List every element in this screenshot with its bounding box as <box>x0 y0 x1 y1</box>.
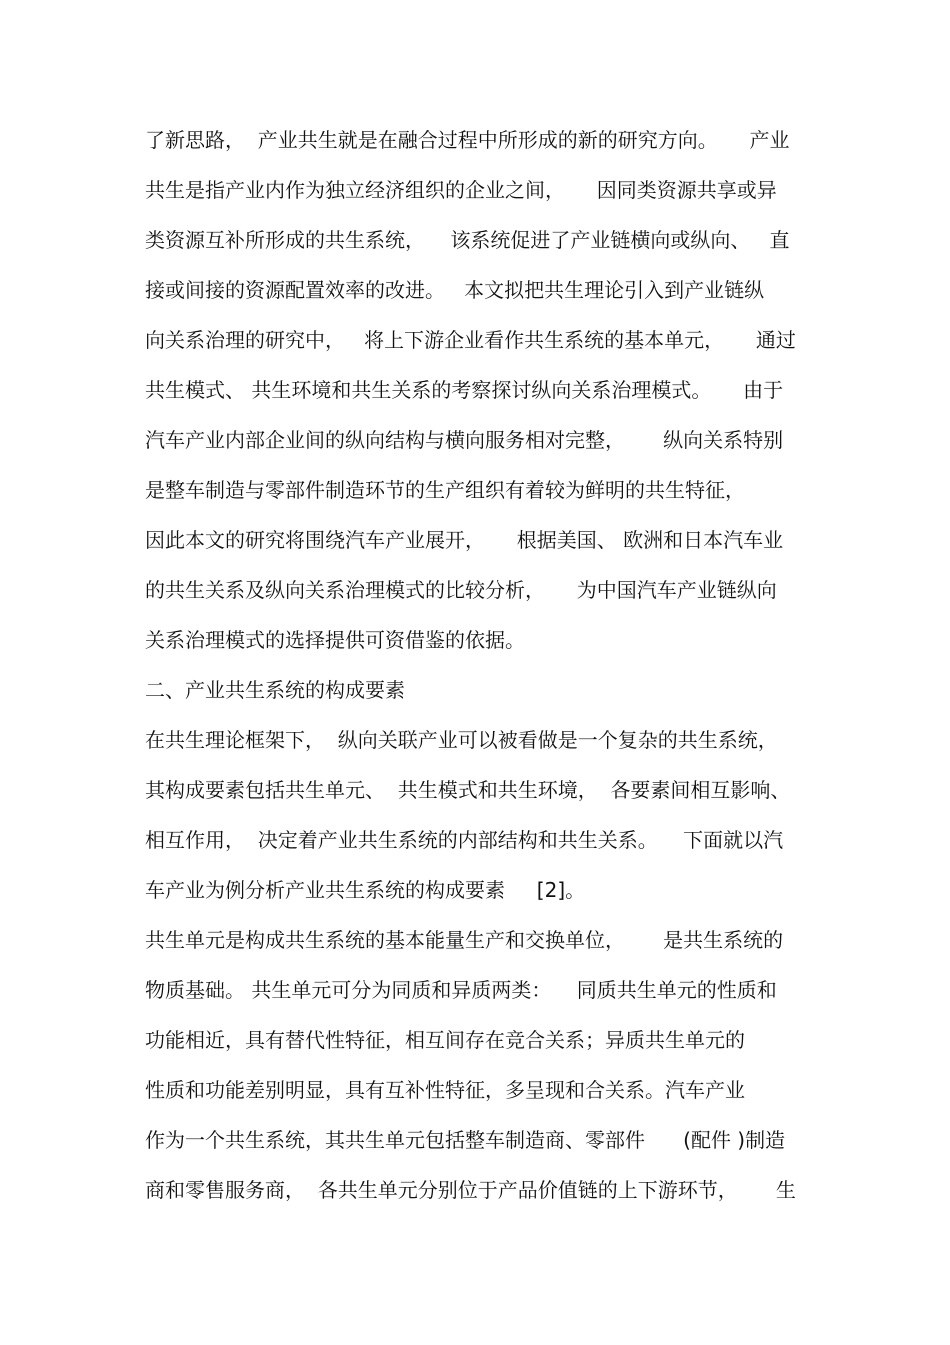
text-line: 物质基础。 共生单元可分为同质和异质两类： 同质共生单元的性质和 <box>145 978 777 1002</box>
text-line: 共生模式、 共生环境和共生关系的考察探讨纵向关系治理模式。 由于 <box>145 378 784 402</box>
text-line: 了新思路， 产业共生就是在融合过程中所形成的新的研究方向。 产业 <box>145 128 790 152</box>
text-line: 其构成要素包括共生单元、 共生模式和共生环境， 各要素间相互影响、 <box>145 778 791 802</box>
text-line: 是整车制造与零部件制造环节的生产组织有着较为鲜明的共生特征， <box>145 478 745 502</box>
text-line: 向关系治理的研究中， 将上下游企业看作共生系统的基本单元， 通过 <box>145 328 796 352</box>
text-line: 接或间接的资源配置效率的改进。 本文拟把共生理论引入到产业链纵 <box>145 278 765 302</box>
text-line: 相互作用， 决定着产业共生系统的内部结构和共生关系。 下面就以汽 <box>145 828 784 852</box>
text-line: 功能相近，具有替代性特征，相互间存在竞合关系；异质共生单元的 <box>145 1028 745 1052</box>
text-line: 在共生理论框架下， 纵向关联产业可以被看做是一个复杂的共生系统， <box>145 728 778 752</box>
section-heading: 二、产业共生系统的构成要素 <box>145 678 405 702</box>
text-line: 因此本文的研究将围绕汽车产业展开， 根据美国、 欧洲和日本汽车业 <box>145 528 784 552</box>
text-line: 的共生关系及纵向关系治理模式的比较分析， 为中国汽车产业链纵向 <box>145 578 777 602</box>
text-line: 共生是指产业内作为独立经济组织的企业之间， 因同类资源共享或异 <box>145 178 777 202</box>
text-line: 性质和功能差别明显，具有互补性特征，多呈现和合关系。汽车产业 <box>145 1078 745 1102</box>
text-line: 类资源互补所形成的共生系统， 该系统促进了产业链横向或纵向、 直 <box>145 228 790 252</box>
text-line: 商和零售服务商， 各共生单元分别位于产品价值链的上下游环节， 生 <box>145 1178 796 1202</box>
text-line: 共生单元是构成共生系统的基本能量生产和交换单位， 是共生系统的 <box>145 928 784 952</box>
text-line: 作为一个共生系统，其共生单元包括整车制造商、零部件 (配件 )制造 <box>145 1128 786 1152</box>
text-line: 汽车产业内部企业间的纵向结构与横向服务相对完整， 纵向关系特别 <box>145 428 784 452</box>
text-line: 关系治理模式的选择提供可资借鉴的依据。 <box>145 628 525 652</box>
text-line: 车产业为例分析产业共生系统的构成要素 [2]。 <box>145 878 586 902</box>
